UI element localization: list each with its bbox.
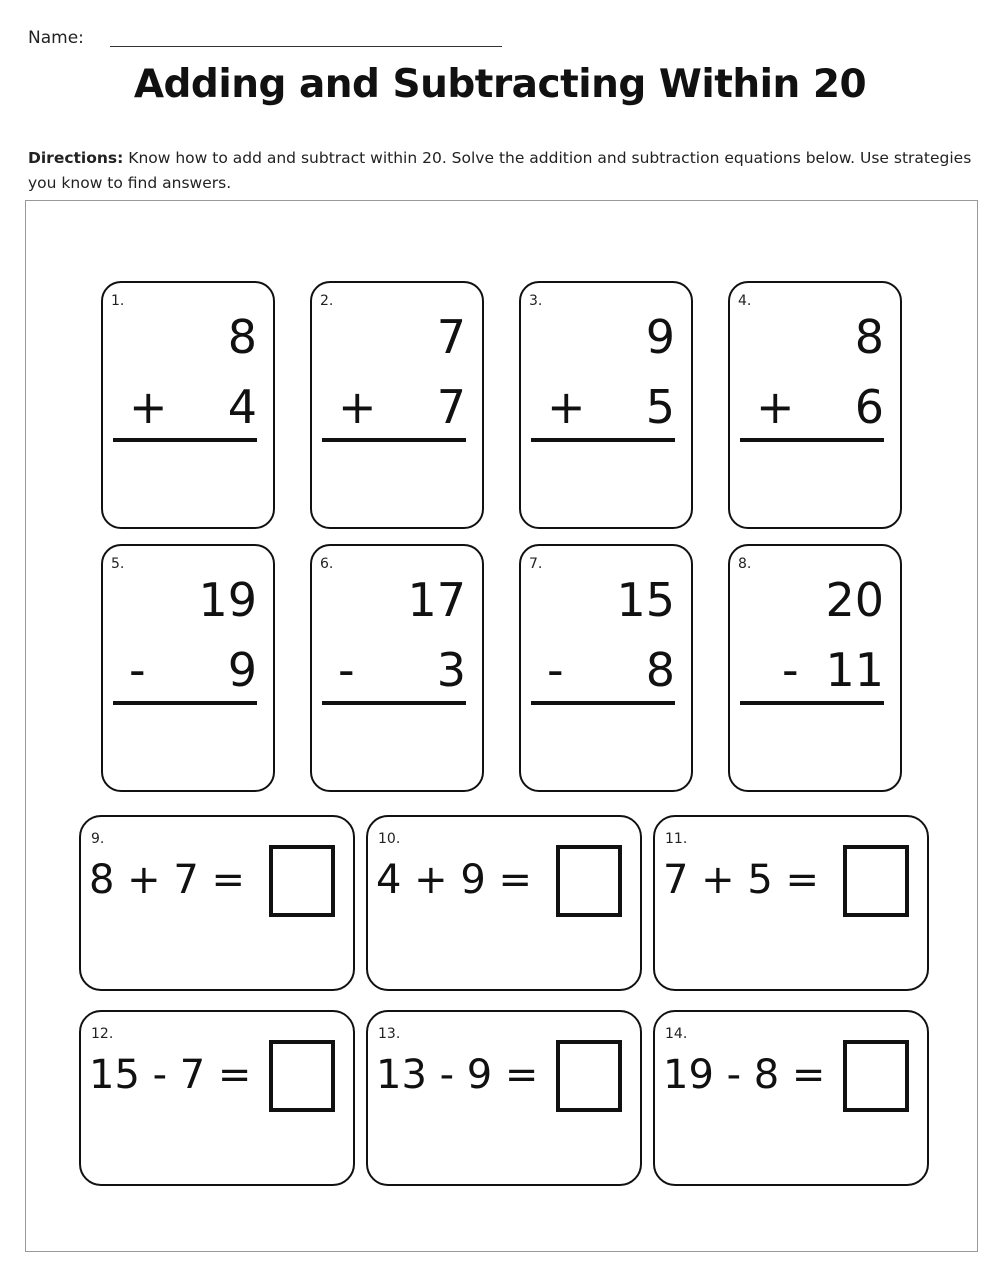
directions-label: Directions:	[28, 149, 124, 167]
problem-card-5	[101, 544, 275, 792]
bottom-number: 11	[825, 643, 884, 697]
answer-box[interactable]	[269, 845, 335, 917]
problem-number: 1.	[111, 293, 125, 309]
problem-number: 10.	[378, 831, 401, 847]
problem-card-6	[310, 544, 484, 792]
problem-card-8	[728, 544, 902, 792]
bottom-number: 7	[436, 380, 466, 434]
problem-card-4	[728, 281, 902, 529]
problem-number: 6.	[320, 556, 334, 572]
answer-box[interactable]	[843, 1040, 909, 1112]
problem-number: 7.	[529, 556, 543, 572]
operator: +	[129, 380, 168, 434]
problem-card-13	[366, 1010, 642, 1186]
operator: +	[756, 380, 795, 434]
answer-line[interactable]	[740, 438, 884, 442]
operator: -	[338, 643, 355, 697]
answer-line[interactable]	[322, 701, 466, 705]
answer-line[interactable]	[740, 701, 884, 705]
problem-card-12	[79, 1010, 355, 1186]
problem-number: 8.	[738, 556, 752, 572]
directions	[28, 146, 978, 196]
equation: 13 - 9 =	[376, 1052, 539, 1098]
answer-line[interactable]	[531, 438, 675, 442]
top-number: 17	[407, 573, 466, 627]
problem-card-1	[101, 281, 275, 529]
problem-number: 2.	[320, 293, 334, 309]
bottom-number: 5	[645, 380, 675, 434]
name-input-line[interactable]	[110, 46, 502, 47]
problem-number: 9.	[91, 831, 105, 847]
operator: +	[338, 380, 377, 434]
equation: 8 + 7 =	[89, 857, 246, 903]
top-number: 15	[616, 573, 675, 627]
problem-number: 4.	[738, 293, 752, 309]
problem-card-10	[366, 815, 642, 991]
page-title: Adding and Subtracting Within 20	[133, 62, 867, 107]
problem-number: 3.	[529, 293, 543, 309]
problem-card-7	[519, 544, 693, 792]
answer-box[interactable]	[269, 1040, 335, 1112]
top-number: 7	[436, 310, 466, 364]
answer-line[interactable]	[322, 438, 466, 442]
problem-card-3	[519, 281, 693, 529]
answer-line[interactable]	[531, 701, 675, 705]
top-number: 20	[825, 573, 884, 627]
equation: 7 + 5 =	[663, 857, 820, 903]
problem-number: 13.	[378, 1026, 401, 1042]
answer-line[interactable]	[113, 438, 257, 442]
equation: 4 + 9 =	[376, 857, 533, 903]
problem-card-2	[310, 281, 484, 529]
bottom-number: 6	[854, 380, 884, 434]
problem-card-14	[653, 1010, 929, 1186]
answer-box[interactable]	[843, 845, 909, 917]
answer-box[interactable]	[556, 845, 622, 917]
directions-text: Know how to add and subtract within 20. Solve the addition and subtraction equations below. Use strategies you know to find answers.	[28, 149, 972, 192]
operator: -	[129, 643, 146, 697]
bottom-number: 4	[227, 380, 257, 434]
equation: 19 - 8 =	[663, 1052, 826, 1098]
problem-number: 12.	[91, 1026, 114, 1042]
top-number: 8	[854, 310, 884, 364]
bottom-number: 9	[227, 643, 257, 697]
answer-line[interactable]	[113, 701, 257, 705]
equation: 15 - 7 =	[89, 1052, 252, 1098]
problem-card-9	[79, 815, 355, 991]
problem-number: 11.	[665, 831, 688, 847]
problem-card-11	[653, 815, 929, 991]
operator: -	[547, 643, 564, 697]
bottom-number: 3	[436, 643, 466, 697]
name-label: Name:	[28, 28, 84, 48]
operator: +	[547, 380, 586, 434]
bottom-number: 8	[645, 643, 675, 697]
top-number: 19	[198, 573, 257, 627]
answer-box[interactable]	[556, 1040, 622, 1112]
top-number: 9	[645, 310, 675, 364]
top-number: 8	[227, 310, 257, 364]
problem-number: 5.	[111, 556, 125, 572]
operator: -	[782, 643, 799, 697]
problem-number: 14.	[665, 1026, 688, 1042]
